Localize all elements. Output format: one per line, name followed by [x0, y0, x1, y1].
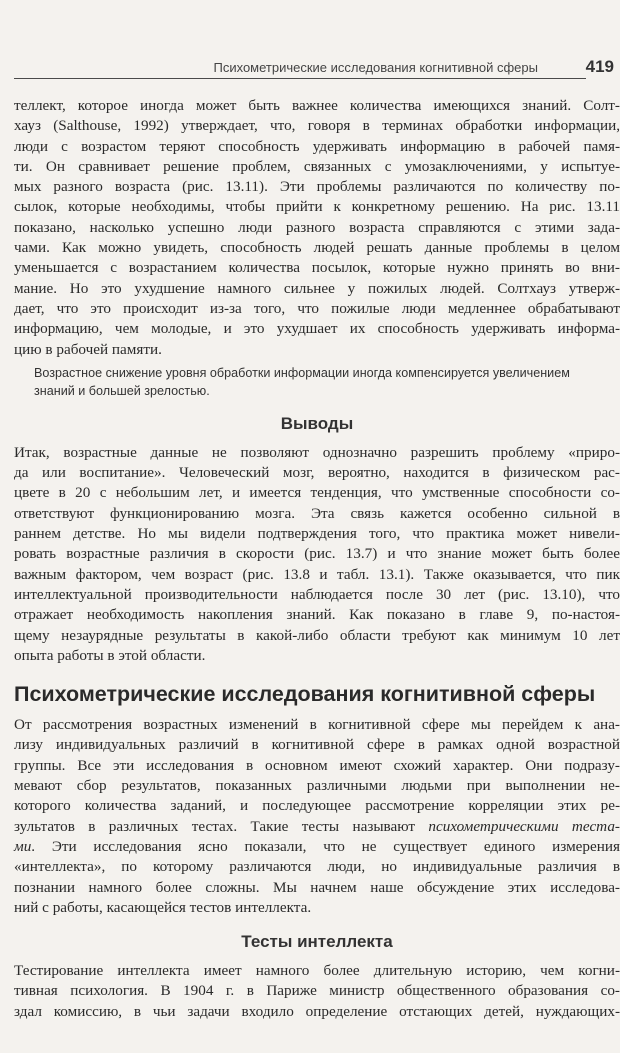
- text-line: интеллектуальной производительности наблюдается после 30 лет (рис. 13.10), что: [14, 585, 620, 603]
- text-line: лизу индивидуальных различий в когнитивной сфере в рамках одной возрастной: [14, 736, 620, 754]
- text-line: группы. Все эти исследования в основном имеют схожий характер. Они подразу-: [14, 756, 620, 774]
- text-line: От рассмотрения возрастных изменений в когнитивной сфере мы перейдем к ана-: [14, 716, 620, 734]
- summary-line: знаний и большей зрелостью.: [34, 383, 210, 398]
- text-line: опыта работы в этой области.: [14, 646, 206, 664]
- text-line: мевают сбор результатов, показанных различными людьми при выполнении не-: [14, 777, 620, 795]
- text-line: [14, 817, 620, 837]
- text-line: цвете в 20 с небольшим лет, и имеется тенденция, что умственные способности со-: [14, 484, 620, 502]
- paragraph-processing-speed: [14, 96, 620, 360]
- text-line: чами. Как можно увидеть, способность людей решать данные проблемы в целом: [14, 239, 620, 257]
- text-line: познании намного более сложны. Мы начнем наше обсуждение этих исследова-: [14, 878, 620, 896]
- summary-line: Возрастное снижение уровня обработки информации иногда компенсируется увеличением: [34, 365, 570, 380]
- text-line: ти. Он сравнивает решение проблем, связанных с умозаключениями, у испытуе-: [14, 157, 620, 175]
- paragraph-conclusions: [14, 443, 620, 666]
- text-line: тивная психология. В 1904 г. в Париже министр общественного образования со-: [14, 982, 620, 1000]
- term-psychometric-tests: психометрическими теста-: [428, 817, 620, 835]
- text-line: уменьшается с возрастанием количества посылок, которые нужно принять во вни-: [14, 259, 620, 277]
- text-line: [14, 837, 620, 857]
- paragraph-psychometrics: [14, 715, 620, 918]
- text-line: щему незаурядные результаты в какой-либо области требуют как минимум 10 лет: [14, 626, 620, 644]
- term-psychometric-tests-end: ми: [14, 837, 32, 855]
- text-line: Итак, возрастные данные не позволяют однозначно разрешить проблему «приро-: [14, 443, 620, 461]
- text-line: раннем детстве. Но мы видели подтверждения того, что практика может нивели-: [14, 525, 620, 543]
- text-line: мых разного возраста (рис. 13.11). Эти проблемы различаются по количеству по-: [14, 178, 620, 196]
- page-content: [14, 96, 620, 1022]
- text-line: отражает необходимость накопления знаний. Как показано в главе 9, по-настоя-: [14, 606, 620, 624]
- text-line: «интеллекта», по которому различаются люди, но индивидуальные различия в: [14, 858, 620, 876]
- text-line: ний с работы, касающейся тестов интеллекта.: [14, 898, 312, 916]
- text-line: теллект, которое иногда может быть важнее количества имеющихся знаний. Солт-: [14, 97, 620, 114]
- text-line: цию в рабочей памяти.: [14, 340, 162, 358]
- text-line: показано, насколько успешно люди разного возраста справляются с этими зада-: [14, 218, 620, 236]
- intelligence-tests-heading: Тесты интеллекта: [241, 932, 393, 952]
- conclusions-heading: Выводы: [280, 413, 354, 433]
- text-line: Тестирование интеллекта имеет намного более длительную историю, чем когни-: [14, 962, 620, 980]
- section-heading: Психометрические исследования когнитивной сферы: [14, 682, 596, 707]
- text-line: здал комиссию, в чьи задачи входило определение отстающих детей, нуждающих-: [14, 1002, 620, 1020]
- page-number: 419: [585, 57, 614, 76]
- text-run: зультатов в различных тестах. Такие тесты называют: [14, 817, 429, 835]
- text-line: сылок, которые необходимы, чтобы прийти к конкретному решению. На рис. 13.11: [14, 198, 620, 216]
- text-line: ровать возрастные различия в скорости (рис. 13.7) и что знание может быть более: [14, 545, 620, 563]
- text-run: . Эти исследования ясно показали, что не существует единого измерения: [31, 837, 620, 855]
- running-head: [14, 52, 614, 79]
- paragraph-intelligence-tests: [14, 961, 620, 1022]
- text-line: ответствуют функционированию мозга. Эта связь кажется особенно сильной в: [14, 504, 620, 522]
- text-line: важным фактором, чем возраст (рис. 13.8 и табл. 13.1). Также оказывается, что пик: [14, 565, 620, 583]
- text-line: дает, что это происходит из-за того, что пожилые люди медленнее обрабатывают: [14, 299, 620, 317]
- text-line: люди с возрастом теряют способность удерживать информацию в рабочей памя-: [14, 137, 620, 155]
- text-line: да или воспитание». Человеческий мозг, вероятно, находится в физическом рас-: [14, 464, 620, 482]
- text-line: мание. Но это ухудшение намного сильнее у пожилых людей. Солтхауз утверж-: [14, 279, 620, 297]
- running-head-title: Психометрические исследования когнитивной сферы: [213, 60, 538, 75]
- summary-note: [34, 364, 620, 400]
- text-line: информацию, чем молодые, и это ухудшает их способность удерживать информа-: [14, 320, 620, 338]
- text-line: которого количества заданий, и последующее рассмотрение корреляции этих ре-: [14, 797, 620, 815]
- text-line: хауз (Salthouse, 1992) утверждает, что, говоря в терминах обработки информации,: [14, 117, 620, 135]
